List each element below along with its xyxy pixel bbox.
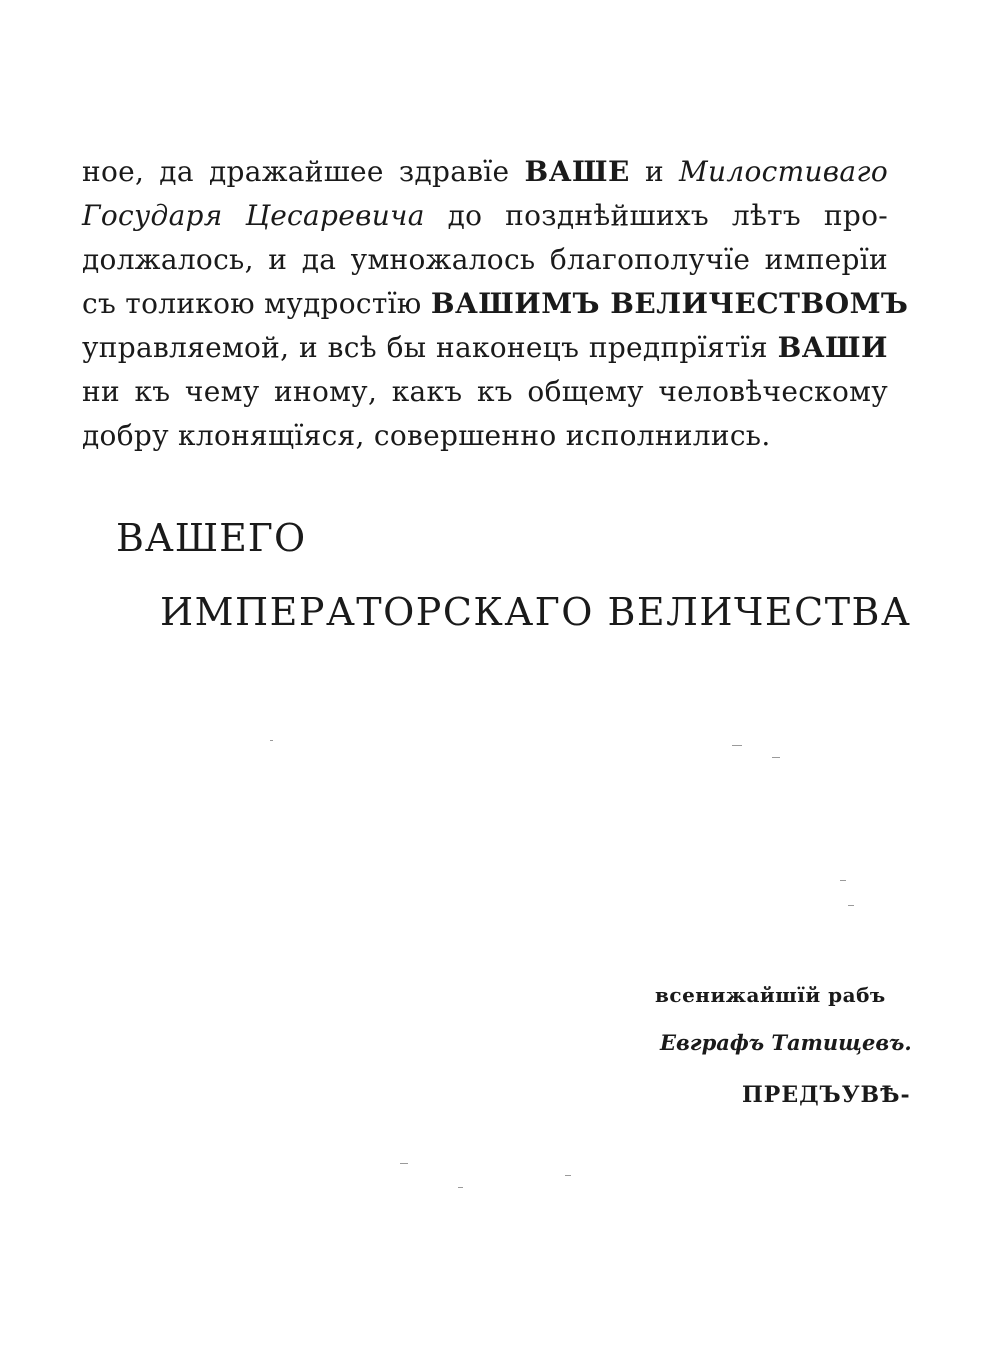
text-segment: ное, да дражайшее здравїе [82,155,525,188]
catchword: ПРЕДЪУВѢ- [742,1082,911,1108]
text-line [82,194,888,238]
text-segment: до позднѣйшихъ лѣтъ про- [424,199,889,232]
text-segment: и [629,155,680,188]
text-segment: съ толикою мудростїю [82,287,431,320]
print-speck [270,740,273,741]
print-speck [772,757,780,758]
dedication-paragraph [82,150,909,458]
text-line [82,150,888,194]
signature-salutation: всенижайшїй рабъ [655,983,886,1007]
print-speck [848,905,854,906]
print-speck [458,1187,463,1188]
print-speck [840,880,846,881]
text-caps: ВАШЕ [524,155,630,188]
signature-name: Евграфъ Татищевъ. [660,1030,912,1055]
text-italic: Государя Цесаревича [82,199,425,232]
closing-heading-line2: ИМПЕРАТОРСКАГО ВЕЛИЧЕСТВА [160,590,912,634]
text-caps: ВАШИ [777,331,888,364]
text-segment: управляемой, и всѣ бы наконецъ предпрїятїя [82,331,778,364]
text-line [82,414,888,458]
print-speck [732,745,742,746]
text-caps: ВАШИМЪ ВЕЛИЧЕСТВОМЪ [430,287,909,320]
print-speck [565,1175,571,1176]
text-segment: должалось, и да умножалось благополучїе имперїи [82,243,888,276]
closing-heading-line1: ВАШЕГО [116,516,307,560]
text-line [82,238,888,282]
text-line [82,282,909,326]
print-speck [400,1163,408,1164]
text-line [82,326,888,370]
text-segment: ни къ чему иному, какъ къ общему человѣческому [82,375,888,408]
text-line [82,370,888,414]
text-italic: Милостиваго [679,155,888,188]
text-segment: добру клонящїяся, совершенно исполнились. [82,419,771,452]
